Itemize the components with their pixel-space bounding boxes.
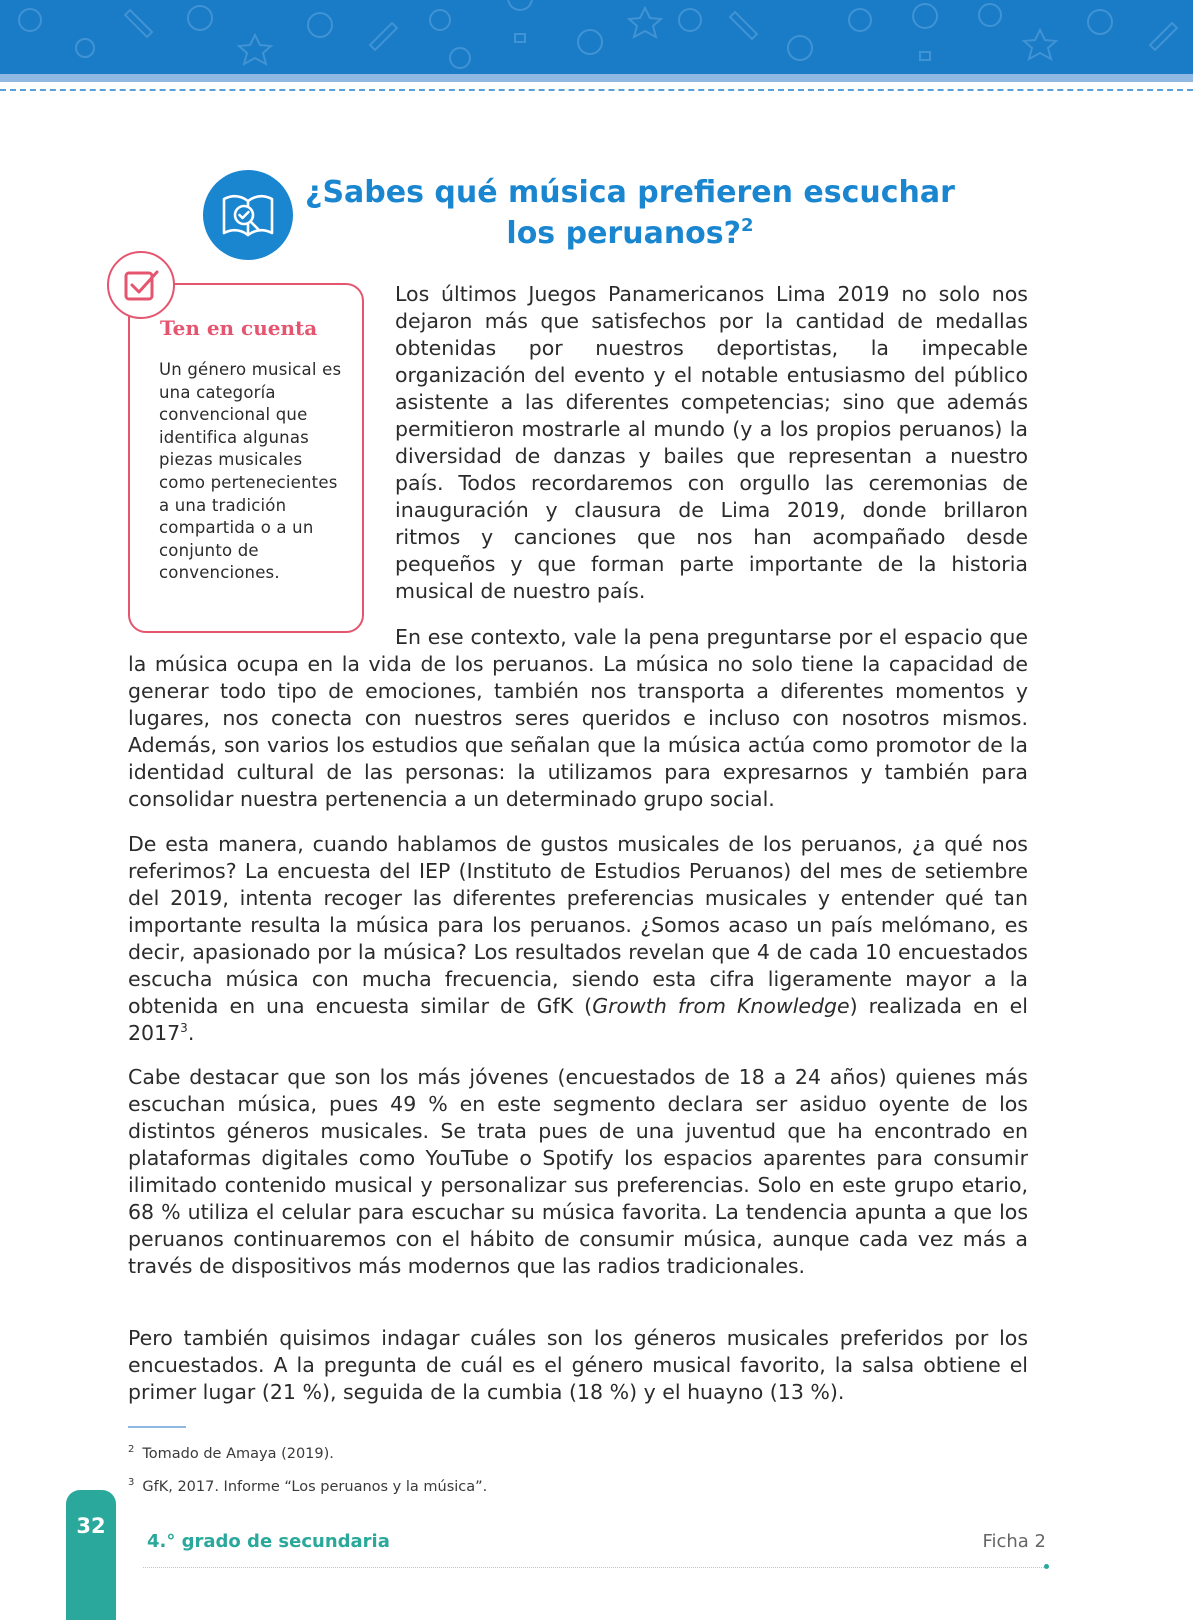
title-line-2: los peruanos?	[506, 216, 742, 251]
footer-grade: 4.° grado de secundaria	[147, 1531, 390, 1552]
footer-ficha: Ficha 2	[982, 1531, 1046, 1552]
paragraph-1: Los últimos Juegos Panamericanos Lima 2019 no solo nos dejaron más que satisfechos por la cantidad de medallas obtenidas por nuestros deportistas, la impecable organización del evento y el notable entusiasmo del público asistente a las diferentes competencias; sino que además permitieron mostrarle al mundo (y a los propios peruanos) la diversidad de danzas y bailes que representan a nuestro país. Todos recordaremos con orgullo las ceremonias de inauguración y clausura de Lima 2019, donde brillaron ritmos y canciones que nos han acompañado desde pequeños y que forman parte importante de la historia musical de nuestro país.	[395, 282, 1028, 603]
star-icon	[1024, 30, 1056, 59]
title-line-1: ¿Sabes qué música prefieren escuchar	[305, 175, 955, 210]
checkbox-icon	[107, 251, 175, 319]
paragraph-5: Pero también quisimos indagar cuáles son los géneros musicales preferidos por los encuestados. A la pregunta de cuál es el género musical favorito, la salsa obtiene el primer lugar (21 %), seguida de la cumbia (18 %) y el huayno (13 %).	[128, 1326, 1028, 1404]
lightbulb-icon	[913, 4, 937, 60]
footnote-number: 2	[128, 1444, 135, 1455]
header-pattern	[0, 0, 1193, 74]
smiley-icon	[308, 13, 332, 37]
note-text: Un género musical es una categoría convencional que identifica algunas piezas musicales como pertenecientes a una tradición compartida o a un conjunto de convenciones.	[159, 360, 342, 583]
footnote-text: GfK, 2017. Informe “Los peruanos y la música”.	[142, 1479, 488, 1495]
globe-icon	[578, 30, 602, 54]
smiley-icon	[450, 48, 470, 68]
paragraph-3-text: De esta manera, cuando hablamos de gustos musicales de los peruanos, ¿a qué nos referimos? La encuesta del IEP (Instituto de Estudios Peruanos) del mes de setiembre del 2019, intenta recoger las diferentes preferencias musicales y entender qué tan importante resulta la música para los peruanos. ¿Somos acaso un país melómano, es decir, apasionado por la música? Los resultados revelan que 4 de cada 10 encuestados escucha música con mucha frecuencia, siendo esta cifra ligeramente mayor a la obtenida en una encuesta similar de GfK (	[128, 832, 1028, 1018]
note-title: Ten en cuenta	[160, 316, 318, 340]
page-title	[300, 172, 960, 254]
footer-line	[143, 1567, 1046, 1568]
header-dashed-line	[0, 89, 1193, 91]
title-footnote-ref: 2	[741, 215, 754, 236]
pencil-icon	[730, 12, 757, 39]
footer-dot	[1044, 1564, 1049, 1569]
gear-icon	[679, 9, 701, 31]
paragraph-3	[128, 831, 1028, 1047]
paragraph-2: En ese contexto, vale la pena preguntarse por el espacio que la música ocupa en la vida de los peruanos. La música no solo tiene la capacidad de generar todo tipo de emociones, también nos transporta a diferentes momentos y lugares, nos conecta con nuestros seres queridos e incluso con nosotros mismos. Además, son varios los estudios que señalan que la música actúa como promotor de la identidad cultural de las personas: la utilizamos para expresarnos y también para consolidar nuestra pertenencia a un determinado grupo social.	[128, 625, 1028, 811]
smiley-icon	[19, 9, 41, 31]
footnote-number: 3	[128, 1477, 135, 1488]
header-band	[0, 0, 1193, 74]
lightbulb-icon	[508, 0, 532, 42]
page-number: 32	[76, 1514, 106, 1538]
footnote	[128, 1473, 487, 1497]
page-tab	[66, 1490, 116, 1620]
smiley-icon	[788, 36, 812, 60]
book-magnifier-icon	[203, 170, 293, 260]
paragraph-4: Cabe destacar que son los más jóvenes (encuestados de 18 a 24 años) quienes más escuchan música, pues 49 % en este segmento declara ser asiduo oyente de los distintos géneros musicales. Se trata pues de una juventud que ha encontrado en plataformas digitales como YouTube o Spotify los espacios aparentes para consumir ilimitado contenido musical y personalizar sus preferencias. Solo en este grupo etario, 68 % utiliza el celular para escuchar su música favorita. La tendencia apunta a que los peruanos continuaremos con el hábito de consumir música, aunque cada vez más a través de dispositivos más modernos que las radios tradicionales.	[128, 1065, 1028, 1278]
globe-icon	[849, 9, 871, 31]
header-stripe	[0, 74, 1193, 82]
smiley-icon	[1088, 10, 1112, 34]
gear-icon	[430, 10, 450, 30]
paragraph-3-italic: Growth from Knowledge	[592, 994, 850, 1018]
paragraph-3-footnote-ref: 3	[180, 1021, 188, 1035]
footnote-rule	[128, 1426, 186, 1428]
paragraph-3-text-cont: ) realizada en el 2017	[128, 994, 1028, 1045]
star-icon	[629, 8, 661, 37]
paragraph-3-end: .	[187, 1021, 195, 1045]
pencil-icon	[370, 23, 397, 50]
footnote	[128, 1440, 334, 1464]
star-icon	[239, 35, 271, 64]
gear-icon	[979, 4, 1001, 26]
footnote-text: Tomado de Amaya (2019).	[142, 1446, 334, 1462]
globe-icon	[188, 6, 212, 30]
pencil-icon	[125, 10, 152, 37]
gear-icon	[76, 39, 94, 57]
pencil-icon	[1150, 23, 1177, 50]
